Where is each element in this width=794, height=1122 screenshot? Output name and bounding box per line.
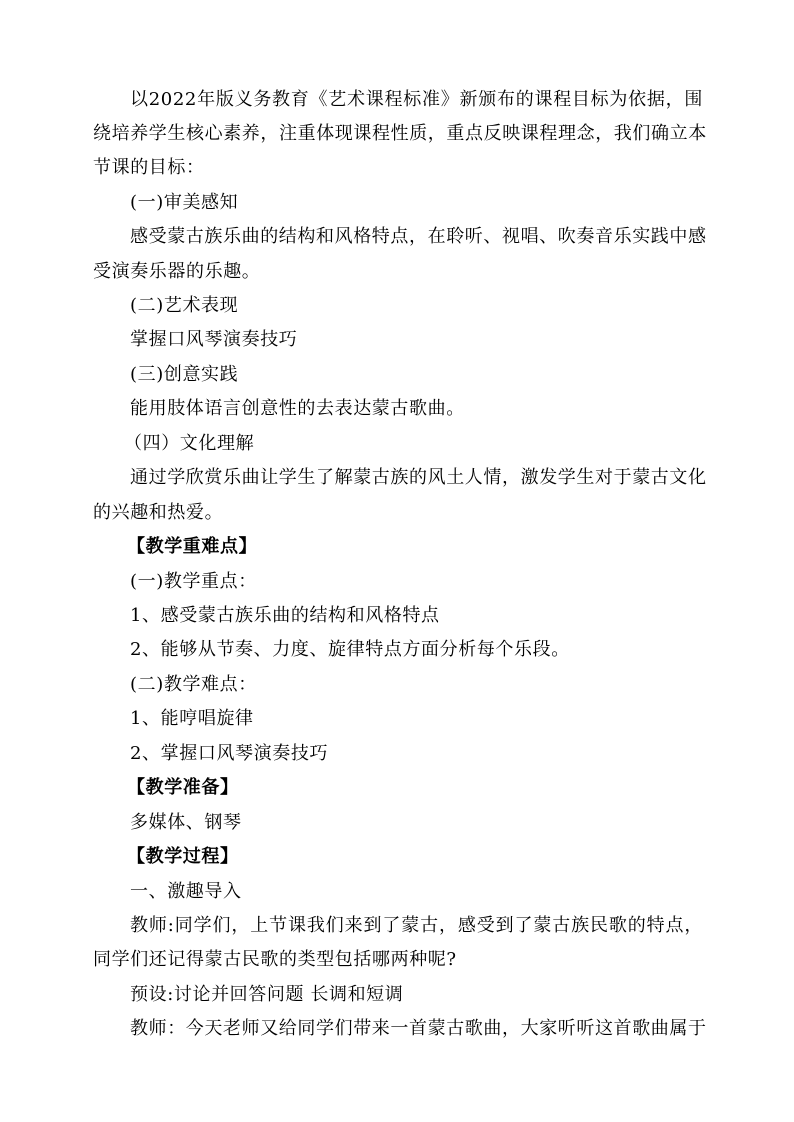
section-title: 一、激趣导入 <box>130 881 242 902</box>
list-item: 1、感受蒙古族乐曲的结构和风格特点 <box>130 605 440 626</box>
paragraph-line: 的兴趣和热爱。 <box>93 502 224 523</box>
section-title: (二)艺术表现 <box>130 295 239 316</box>
heading-preparation: 【教学准备】 <box>127 777 239 798</box>
paragraph-line: 多媒体、钢琴 <box>130 812 242 833</box>
heading-key-points: 【教学重难点】 <box>127 536 258 557</box>
heading-process: 【教学过程】 <box>127 846 239 867</box>
paragraph-line: 节课的目标： <box>93 157 205 178</box>
paragraph-line: 通过学欣赏乐曲让学生了解蒙古族的风土人情，激发学生对于蒙古文化 <box>130 467 707 488</box>
paragraph-line: 教师：今天老师又给同学们带来一首蒙古歌曲，大家听听这首歌曲属于 <box>130 1018 707 1039</box>
paragraph-line: 以2022年版义务教育《艺术课程标准》新颁布的课程目标为依据，围 <box>130 89 703 110</box>
paragraph-line: 能用肢体语言创意性的去表达蒙古歌曲。 <box>130 398 465 419</box>
section-title: （四）文化理解 <box>124 433 255 454</box>
list-item: 2、掌握口风琴演奏技巧 <box>130 743 329 764</box>
paragraph-line: 绕培养学生核心素养，注重体现课程性质，重点反映课程理念，我们确立本 <box>93 123 707 144</box>
section-title: (二)教学难点： <box>130 674 257 695</box>
section-title: (一)审美感知 <box>130 192 239 213</box>
paragraph-line: 感受蒙古族乐曲的结构和风格特点，在聆听、视唱、吹奏音乐实践中感 <box>130 226 707 247</box>
section-title: (一)教学重点： <box>130 571 257 592</box>
paragraph-line: 同学们还记得蒙古民歌的类型包括哪两种呢? <box>93 949 457 970</box>
section-title: (三)创意实践 <box>130 364 239 385</box>
paragraph-line: 预设:讨论并回答问题 长调和短调 <box>130 984 404 1005</box>
list-item: 2、能够从节奏、力度、旋律特点方面分析每个乐段。 <box>130 639 570 660</box>
paragraph-line: 教师:同学们，上节课我们来到了蒙古，感受到了蒙古族民歌的特点， <box>130 915 703 936</box>
list-item: 1、能哼唱旋律 <box>130 708 254 729</box>
paragraph-line: 掌握口风琴演奏技巧 <box>130 329 298 350</box>
paragraph-line: 受演奏乐器的乐趣。 <box>93 261 261 282</box>
